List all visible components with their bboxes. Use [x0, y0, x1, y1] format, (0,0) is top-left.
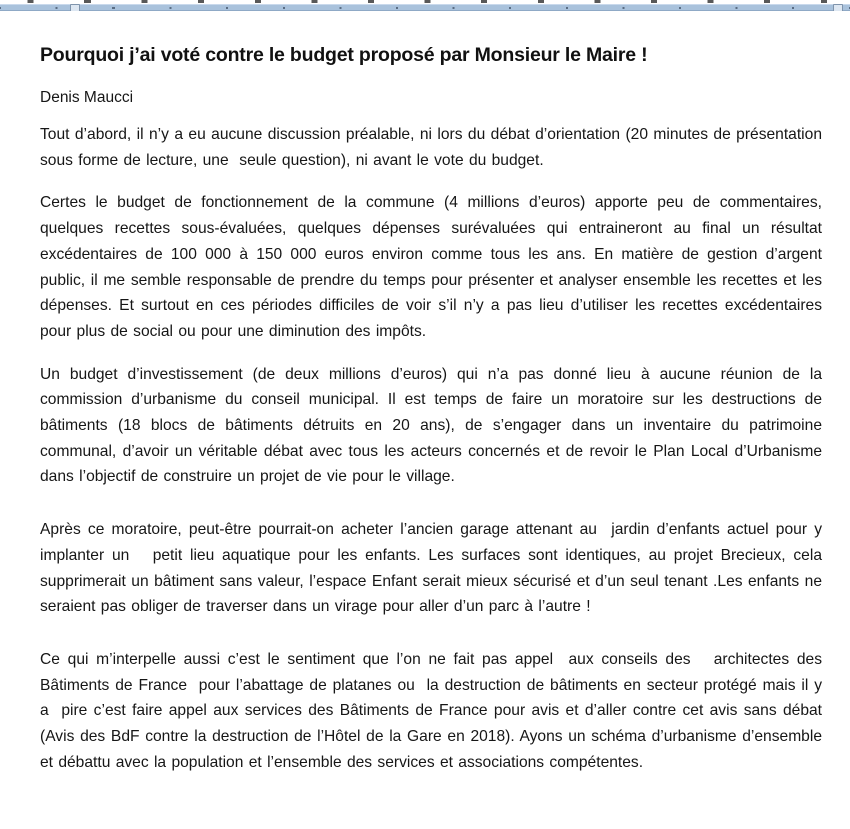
horizontal-ruler	[0, 0, 850, 11]
paragraph-3: Un budget d’investissement (de deux millions d’euros) qui n’a pas donné lieu à aucune réunion de la commission d’urbanisme du conseil municipal. Il est temps de faire un moratoire sur les destructions de bâtiments (18 blocs de bâtiments détruits en 20 ans), de s’engager dans un inventaire du patrimoine communal, d’avoir un véritable débat avec tous les acteurs concernés et de revoir le Plan Local d’Urbanisme dans l’objectif de construire un projet de vie pour le village.	[40, 365, 828, 486]
author-name: Denis Maucci	[40, 89, 134, 106]
paragraph-5: Ce qui m’interpelle aussi c’est le sentiment que l’on ne fait pas appel aux conseils des architectes des Bâtiments de France pour l’abattage de platanes ou la destruction de bâtiments en secteur protégé mais il y a pire c’est faire appel aux services des Bâtiments de France pour avis et d’aller contre cet avis sans débat (Avis des BdF contre la destruction de l’Hôtel de la Gare en 2018). Ayons un schéma d’urbanisme d’ensemble et débattu avec la population et l’ensemble des services et associations compétentes.	[40, 650, 828, 771]
document-title: Pourquoi j’ai voté contre le budget proposé par Monsieur le Maire !	[40, 44, 648, 66]
ruler-numbers	[0, 0, 850, 3]
document-content	[0, 11, 850, 775]
paragraph-1: Tout d’abord, il n’y a eu aucune discussion préalable, ni lors du débat d’orientation (20 minutes de présentation sous forme de lecture, une seule question), ni avant le vote du budget.	[40, 126, 828, 169]
document-page	[0, 11, 850, 829]
ruler-band	[0, 4, 850, 11]
paragraph-2: Certes le budget de fonctionnement de la commune (4 millions d’euros) apporte peu de commentaires, quelques recettes sous-évaluées, quelques dépenses surévaluées qui entraineront au final un résultat excédentaires de 100 000 à 150 000 euros environ comme tous les ans. En matière de gestion d’argent public, il me semble responsable de prendre du temps pour présenter et analyser ensemble les recettes et les dépenses. Et surtout en ces périodes difficiles de voir s’il n’y a pas lieu d’utiliser les recettes excédentaires pour plus de social ou pour une diminution des impôts.	[40, 194, 828, 340]
paragraph-4: Après ce moratoire, peut-être pourrait-on acheter l’ancien garage attenant au jardin d’enfants actuel pour y implanter un petit lieu aquatique pour les enfants. Les surfaces sont identiques, au projet Brecieux, cela supprimerait un bâtiment sans valeur, l’espace Enfant serait mieux sécurisé et d’un seul tenant .Les enfants ne seraient pas obliger de traverser dans un virage pour aller d’un parc à l’autre !	[40, 521, 828, 616]
ruler-ticks	[0, 7, 850, 9]
